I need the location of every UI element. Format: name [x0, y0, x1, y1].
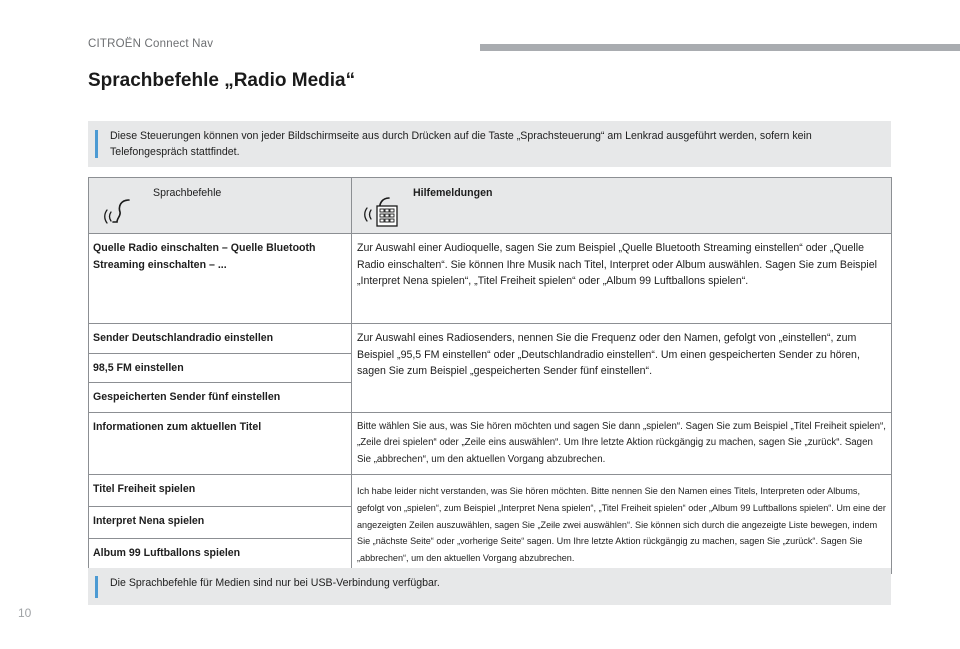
help-cell: Zur Auswahl eines Radiosenders, nennen Sie die Frequenz oder den Namen, gefolgt von „einstellen“, zum Beispiel „95,5 FM einstellen“ oder „Deutschlandradio einstellen“. Um einen gespeicherten Sender zu hören, sagen Sie zum Beispiel „gespeicherten Sender fünf einstellen“.: [352, 324, 892, 413]
command-cell: Sender Deutschlandradio einstellen: [89, 324, 352, 354]
command-cell: Informationen zum aktuellen Titel: [89, 412, 352, 475]
command-cell: Titel Freiheit spielen: [89, 475, 352, 507]
info-note-text: Diese Steuerungen können von jeder Bildschirmseite aus durch Drücken auf die Taste „Sprachsteuerung“ am Lenkrad ausgeführt werden, sofern kein Telefongespräch stattfindet.: [110, 130, 812, 158]
header-bar: [480, 44, 960, 51]
command-cell: Quelle Radio einschalten – Quelle Bluetooth Streaming einschalten – ...: [89, 234, 352, 324]
table-row: [89, 475, 892, 507]
info-note-bottom: [88, 568, 891, 605]
page-title: Sprachbefehle „Radio Media“: [88, 70, 356, 91]
voice-command-table: [88, 177, 891, 574]
table-header-row: [89, 178, 892, 234]
header-brand: CITROËN Connect Nav: [88, 38, 214, 50]
command-cell: Interpret Nena spielen: [89, 507, 352, 539]
table-header-help: [352, 178, 892, 234]
table-row: [89, 324, 892, 354]
page-number: 10: [18, 606, 32, 620]
command-cell: 98,5 FM einstellen: [89, 353, 352, 383]
command-cell: Gespeicherten Sender fünf einstellen: [89, 383, 352, 413]
table-header-commands: [89, 178, 352, 234]
info-icon: [95, 576, 98, 598]
command-cell: Album 99 Luftballons spielen: [89, 539, 352, 574]
info-note-top: [88, 121, 891, 167]
table-header-help-label: Hilfemeldungen: [413, 187, 493, 199]
info-icon: [95, 130, 98, 158]
help-cell: Bitte wählen Sie aus, was Sie hören möchten und sagen Sie dann „spielen“. Sagen Sie zum Beispiel „Titel Freiheit spielen“, „Zeile drei spielen“ oder „Zeile eins auswählen“. Um Ihre letzte Aktion rückgängig zu machen, sagen Sie „zurück“. Sagen Sie „abbrechen“, um den aktuellen Vorgang abzubrechen.: [352, 412, 892, 475]
voice-command-icon: [103, 194, 137, 228]
table-row: [89, 234, 892, 324]
info-note-text: Die Sprachbefehle für Medien sind nur bei USB-Verbindung verfügbar.: [110, 577, 440, 589]
voice-help-icon: [363, 194, 399, 228]
table-row: [89, 412, 892, 475]
table-header-commands-label: Sprachbefehle: [153, 187, 222, 199]
help-cell: Zur Auswahl einer Audioquelle, sagen Sie zum Beispiel „Quelle Bluetooth Streaming einstellen“ oder „Quelle Radio einschalten“. Sie können Ihre Musik nach Titel, Interpret oder Album auswählen. Sagen Sie zum Beispiel „Interpret Nena spielen“, „Titel Freiheit spielen“ oder „Album 99 Luftballons spielen“.: [352, 234, 892, 324]
help-cell: Ich habe leider nicht verstanden, was Sie hören möchten. Bitte nennen Sie den Namen eines Titels, Interpreten oder Albums, gefolgt von „spielen“, zum Beispiel „Interpret Nena spielen“, „Titel Freiheit spielen“ oder „Album 99 Luftballons spielen“. Um eine der angezeigten Zeilen auszuwählen, sagen Sie „Zeile zwei auswählen“. Sie können sich durch die angezeigte Liste bewegen, indem Sie „nächste Seite“ oder „vorherige Seite“ sagen. Um Ihre letzte Aktion rückgängig zu machen, sagen Sie „zurück“. Sagen Sie „abbrechen“, um den aktuellen Vorgang abzubrechen.: [352, 475, 892, 574]
